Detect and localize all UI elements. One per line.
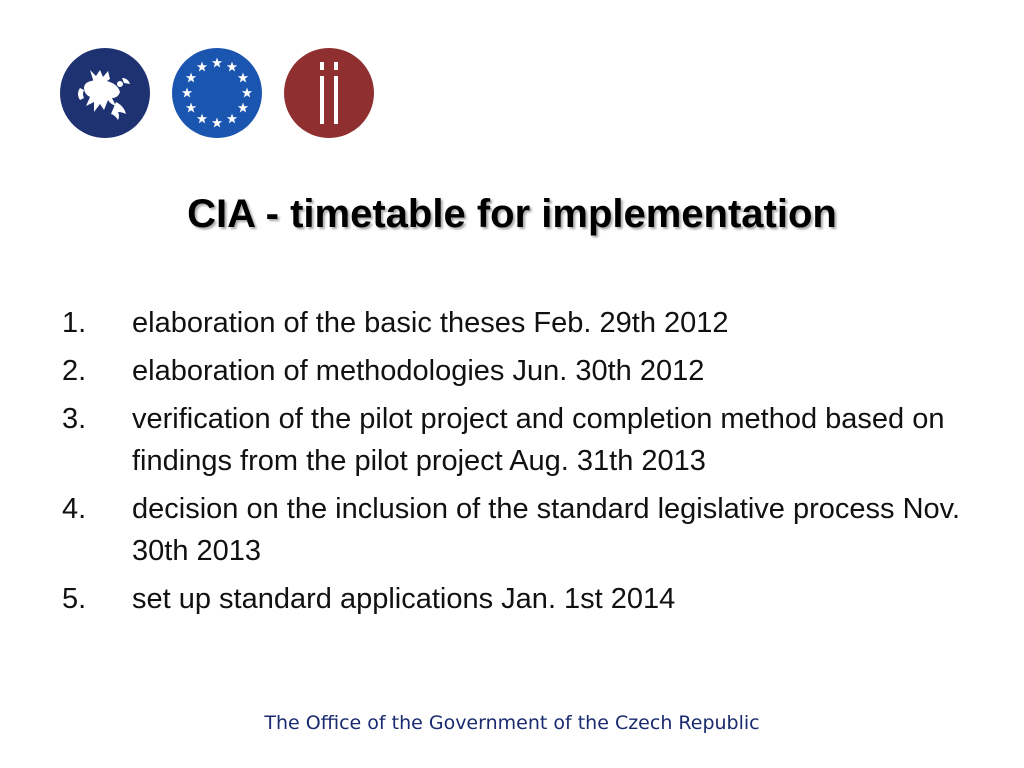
slide-title: CIA - timetable for implementation (187, 192, 837, 236)
list-item (62, 488, 982, 572)
item-text: decision on the inclusion of the standard legislative process Nov. 30th 2013 (132, 493, 961, 567)
item-text: verification of the pilot project and completion method based on findings from the pilot project Aug. 31th 2013 (132, 403, 945, 477)
item-number: 2. (62, 355, 87, 387)
czech-lion-emblem-icon (60, 48, 150, 138)
list-item (62, 350, 982, 392)
ii-monogram-icon (284, 48, 374, 138)
item-number: 1. (62, 307, 87, 339)
item-number: 3. (62, 403, 87, 435)
item-number: 4. (62, 493, 87, 525)
item-text: elaboration of the basic theses Feb. 29th 2012 (132, 307, 729, 339)
item-text: elaboration of methodologies Jun. 30th 2012 (132, 355, 705, 387)
list-item (62, 398, 982, 482)
list-item (62, 302, 982, 344)
timetable-list (62, 302, 982, 626)
list-item (62, 578, 982, 620)
item-number: 5. (62, 583, 87, 615)
footer-office-name: The Office of the Government of the Czech Republic (264, 712, 760, 734)
item-text: set up standard applications Jan. 1st 2014 (132, 583, 676, 615)
eu-stars-icon (172, 48, 262, 138)
